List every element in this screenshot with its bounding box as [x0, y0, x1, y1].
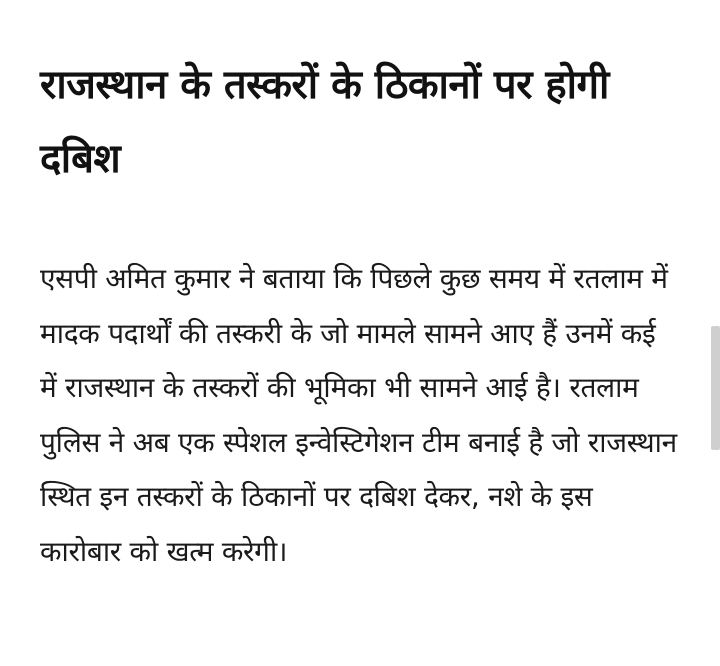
article-headline: राजस्थान के तस्करों के ठिकानों पर होगी दबिश [40, 62, 609, 182]
article [40, 48, 680, 579]
scrollbar-thumb[interactable] [711, 326, 720, 450]
article-body: एसपी अमित कुमार ने बताया कि पिछले कुछ समय में रतलाम में मादक पदार्थों की तस्करी के जो मामले सामने आए हैं उनमें कई में राजस्थान के तस्करों की भूमिका भी सामने आई है। रतलाम पुलिस ने अब एक स्पेशल इन्वेस्टिगेशन टीम बनाई है जो राजस्थान स्थित इन तस्करों के ठिकानों पर दबिश देकर, नशे के इस कारोबार को खत्म करेगी। [40, 262, 677, 568]
